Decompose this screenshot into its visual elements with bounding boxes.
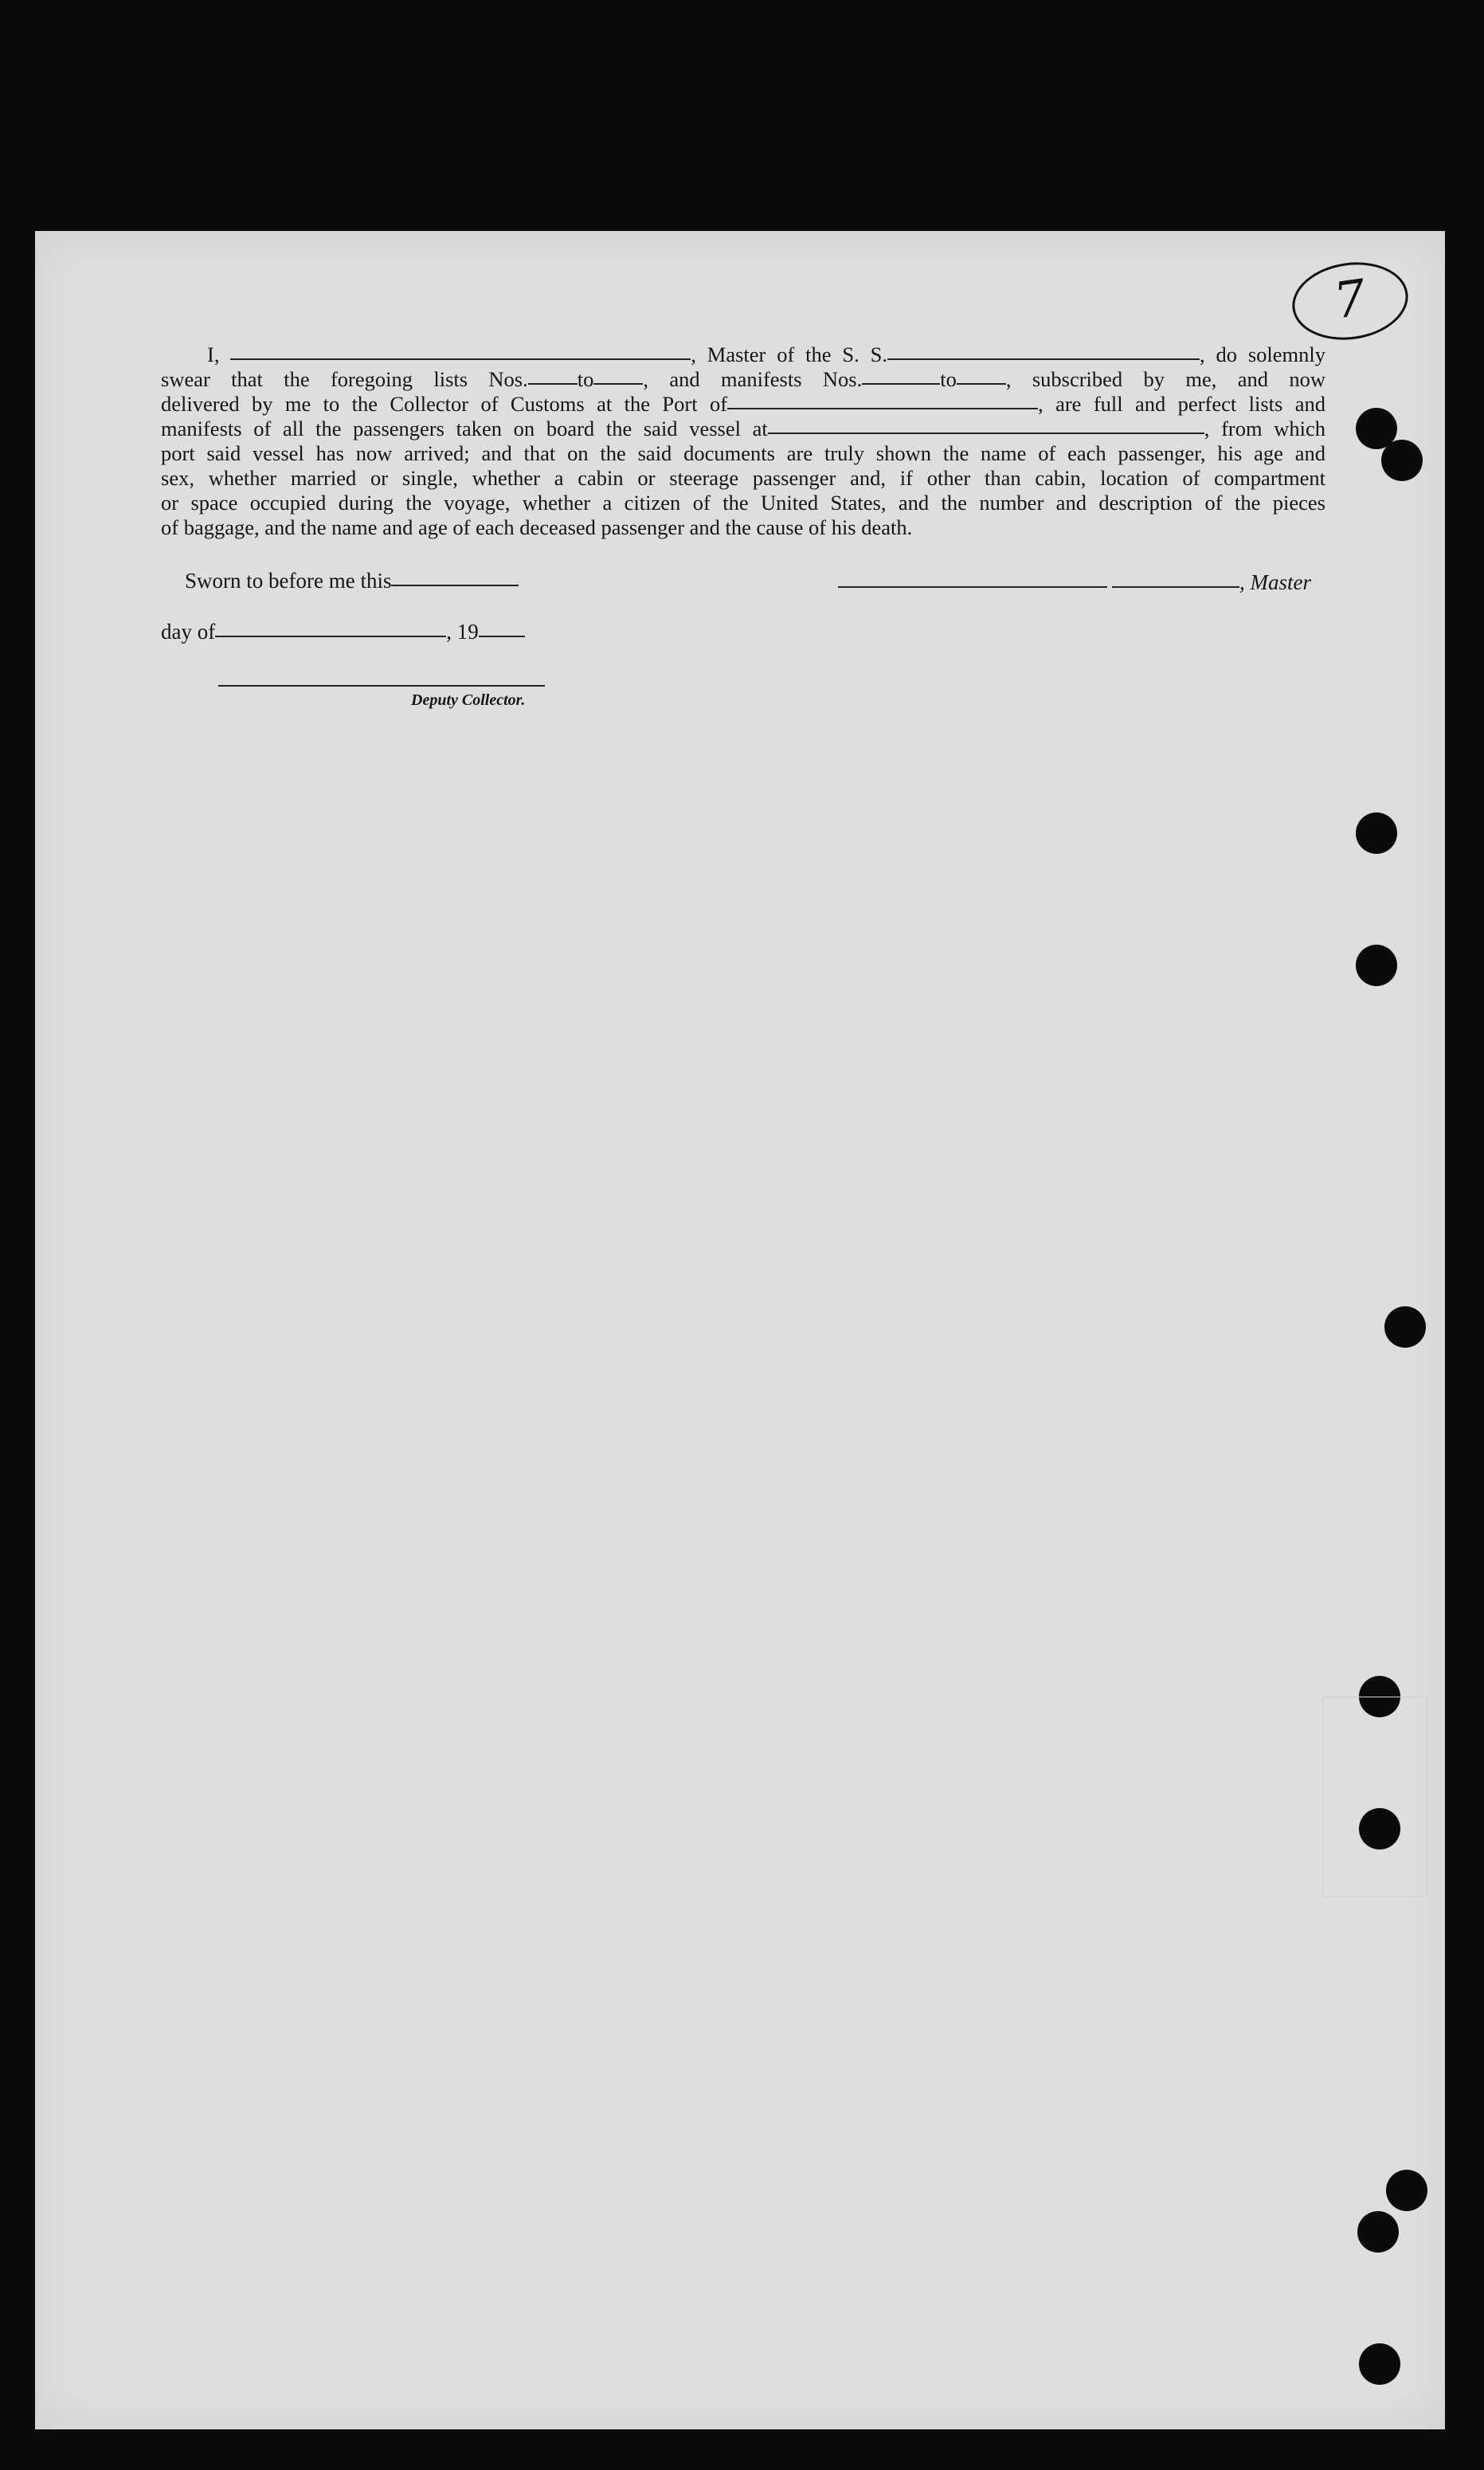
master-signature-blank-2[interactable]	[1112, 585, 1239, 588]
lists-from-blank[interactable]	[528, 382, 578, 385]
manifests-from-blank[interactable]	[862, 382, 940, 385]
oath-line-4: manifests of all the passengers taken on board the said vessel at , from which	[161, 417, 1326, 440]
year-blank[interactable]	[479, 635, 525, 637]
oath-line-6: sex, whether married or single, whether a cabin or steerage passenger and, if other than cabin, location of compartment	[161, 466, 1325, 490]
ship-name-blank[interactable]	[887, 358, 1200, 360]
page-number-stamp: 7	[1287, 255, 1413, 346]
faint-stamp	[1322, 1697, 1427, 1897]
manifests-to-blank[interactable]	[957, 382, 1006, 385]
master-signature-line: , Master	[838, 570, 1311, 595]
departure-port-blank[interactable]	[768, 432, 1204, 434]
oath-line-2: swear that the foregoing lists Nos. to , and manifests Nos. to , subscribed by me, and now	[161, 367, 1325, 391]
document-page	[35, 231, 1445, 2429]
oath-line-7: or space occupied during the voyage, whether a citizen of the United States, and the number and description of the pieces	[161, 491, 1325, 515]
month-blank[interactable]	[215, 635, 446, 637]
sworn-line: Sworn to before me this	[185, 569, 519, 593]
punch-hole	[1357, 2211, 1399, 2253]
deputy-collector-label: Deputy Collector.	[411, 691, 526, 709]
punch-hole	[1386, 2170, 1427, 2211]
oath-line-3: delivered by me to the Collector of Customs at the Port of , are full and perfect lists and	[161, 392, 1325, 416]
oath-line-1: I, , Master of the S. S. , do solemnly	[207, 343, 1326, 366]
day-of-line: day of , 19	[161, 620, 525, 644]
punch-hole	[1356, 812, 1397, 854]
punch-hole	[1381, 440, 1423, 481]
sworn-day-blank[interactable]	[391, 584, 519, 586]
deputy-collector-signature-blank[interactable]	[218, 685, 545, 687]
punch-hole	[1359, 2343, 1400, 2385]
punch-hole	[1356, 945, 1397, 986]
master-name-blank[interactable]	[230, 358, 691, 360]
lists-to-blank[interactable]	[593, 382, 643, 385]
oath-paragraph	[161, 343, 1325, 540]
master-signature-blank-1[interactable]	[838, 585, 1107, 588]
oath-line-5: port said vessel has now arrived; and that on the said documents are truly shown the name of each passenger, his age and	[161, 441, 1325, 465]
oath-line-8: of baggage, and the name and age of each deceased passenger and the cause of his death.	[161, 515, 913, 539]
port-blank[interactable]	[727, 407, 1038, 409]
punch-hole	[1384, 1306, 1426, 1348]
